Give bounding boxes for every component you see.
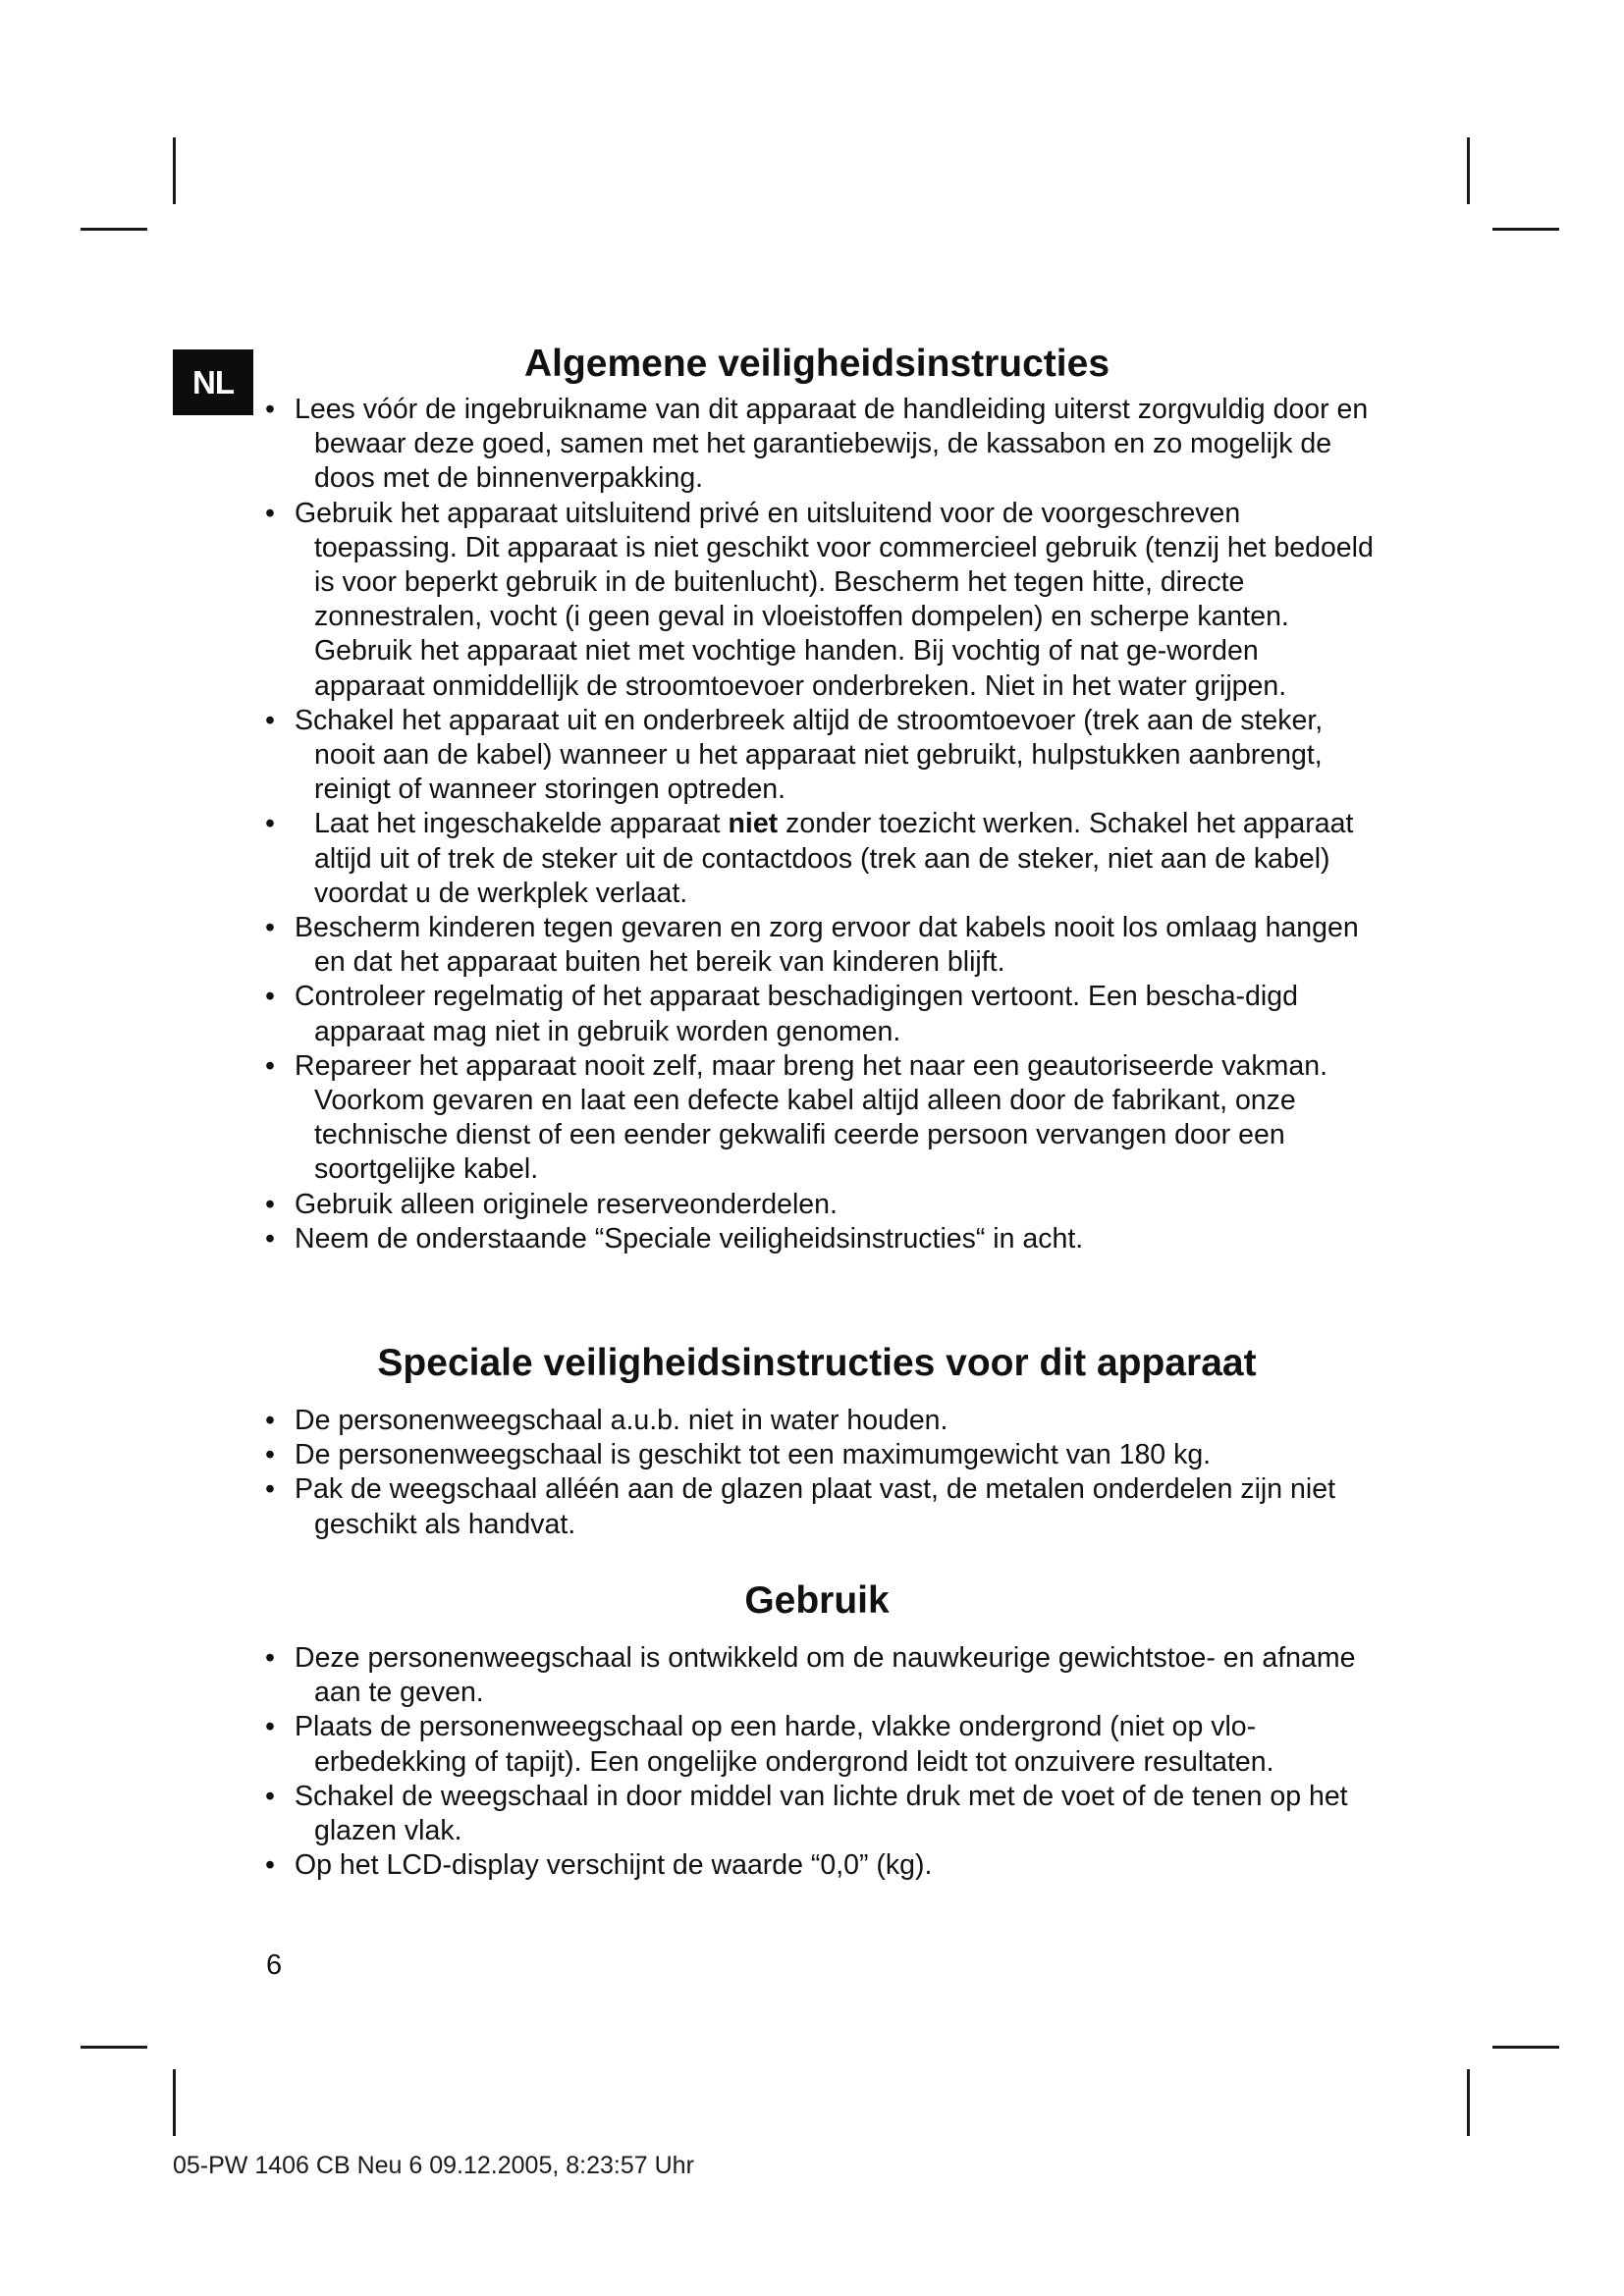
- bullet-icon: •: [265, 497, 275, 529]
- bullet-icon: •: [265, 1222, 275, 1255]
- bullet-icon: •: [265, 912, 275, 944]
- crop-mark-top-right-horizontal: [1492, 228, 1559, 231]
- list-item: • Neem de onderstaande “Speciale veiligheidsinstructies“ in acht.: [257, 1222, 1377, 1256]
- section-heading: Algemene veiligheidsinstructies: [523, 343, 1110, 385]
- list-item: • Repareer het apparaat nooit zelf, maar breng het naar een geautoriseerde vakman. Voorkom gevaren en laat een defecte kabel altijd alleen door de fabrikant, onze technische dienst of een eender gekwalifi ceerde persoon vervangen door een soortgelijke kabel.: [265, 1049, 1327, 1186]
- crop-mark-bottom-right-horizontal: [1492, 2046, 1559, 2049]
- list-item: • Laat het ingeschakelde apparaat niet zonder toezicht werken. Schakel het apparaat altijd uit of trek de steker uit de contactdoos (trek aan de steker, niet aan de kabel) voordat u de werkplek verlaat.: [265, 808, 1354, 909]
- bullet-icon: •: [265, 1439, 275, 1471]
- safety-list: [257, 393, 1377, 1256]
- crop-mark-top-right-vertical: [1467, 137, 1470, 204]
- list-item: • Pak de weegschaal alléén aan de glazen plaat vast, de metalen onderdelen zijn niet geschikt als handvat.: [265, 1473, 1335, 1540]
- list-item: • Bescherm kinderen tegen gevaren en zorg ervoor dat kabels nooit los omlaag hangen en dat het apparaat buiten het bereik van kinderen blijft.: [265, 912, 1359, 979]
- bullet-icon: •: [265, 1642, 275, 1674]
- bullet-icon: •: [265, 808, 275, 840]
- bullet-icon: •: [265, 1473, 275, 1506]
- bullet-icon: •: [265, 1849, 275, 1882]
- usage-list: [257, 1641, 1377, 1883]
- list-item: • Plaats de personenweegschaal op een harde, vlakke ondergrond (niet op vlo-erbedekking of tapijt). Een ongelijke ondergrond leidt tot onzuivere resultaten.: [265, 1711, 1274, 1778]
- footer-slug: 05-PW 1406 CB Neu 6 09.12.2005, 8:23:57 Uhr: [173, 2152, 694, 2179]
- list-item: • Lees vóór de ingebruikname van dit apparaat de handleiding uiterst zorgvuldig door en bewaar deze goed, samen met het garantiebewijs, de kassabon en zo mogelijk de doos met de binnenverpakking.: [265, 394, 1369, 495]
- list-item: • Schakel het apparaat uit en onderbreek altijd de stroomtoevoer (trek aan de steker, nooit aan de kabel) wanneer u het apparaat niet gebruikt, hulpstukken aanbrengt, reinigt of wanneer storingen optreden.: [265, 704, 1324, 806]
- list-item: • De personenweegschaal is geschikt tot een maximumgewicht van 180 kg.: [257, 1438, 1377, 1472]
- section-heading: Speciale veiligheidsinstructies voor dit apparaat: [377, 1342, 1257, 1384]
- crop-mark-top-left-horizontal: [81, 228, 147, 231]
- crop-mark-bottom-left-horizontal: [81, 2046, 147, 2049]
- bullet-icon: •: [265, 704, 275, 736]
- section-special-safety: [257, 1341, 1377, 1542]
- bullet-icon: •: [265, 1049, 275, 1082]
- language-tab: NL: [173, 349, 253, 415]
- bullet-icon: •: [265, 394, 275, 425]
- bullet-icon: •: [265, 1188, 275, 1220]
- list-item: • Gebruik het apparaat uitsluitend privé en uitsluitend voor de voorgeschreven toepassing. Dit apparaat is niet geschikt voor commercieel gebruik (tenzij het bedoeld is voor beperkt gebruik in de buitenlucht). Bescherm het tegen hitte, directe zonnestralen, vocht (i geen geval in vloeistoffen dompelen) en scherpe kanten. Gebruik het apparaat niet met vochtige handen. Bij vochtig of nat ge-worden apparaat onmiddellijk de stroomtoevoer onderbreken. Niet in het water grijpen.: [265, 497, 1374, 702]
- emphasis-bold: niet: [728, 808, 779, 840]
- bullet-icon: •: [265, 1711, 275, 1743]
- bullet-icon: •: [265, 1405, 275, 1436]
- list-item: • Controleer regelmatig of het apparaat beschadigingen vertoont. Een bescha-digd apparaat mag niet in gebruik worden genomen.: [265, 981, 1298, 1047]
- list-item: • Op het LCD-display verschijnt de waarde “0,0” (kg).: [257, 1848, 1377, 1883]
- list-item: • Gebruik alleen originele reserveonderdelen.: [257, 1188, 1377, 1222]
- special-safety-list: [257, 1404, 1377, 1542]
- bullet-icon: •: [265, 1780, 275, 1812]
- list-item: • Schakel de weegschaal in door middel van lichte druk met de voet of de tenen op het glazen vlak.: [265, 1780, 1348, 1847]
- section-general-safety: [257, 342, 1377, 1256]
- page-number: 6: [266, 1949, 283, 1981]
- list-item: • Deze personenweegschaal is ontwikkeld om de nauwkeurige gewichtstoe- en afname aan te geven.: [265, 1642, 1356, 1709]
- crop-mark-top-left-vertical: [173, 137, 176, 204]
- list-item: • De personenweegschaal a.u.b. niet in water houden.: [257, 1404, 1377, 1438]
- section-heading: Gebruik: [744, 1579, 890, 1622]
- crop-mark-bottom-left-vertical: [173, 2069, 176, 2136]
- bullet-icon: •: [265, 981, 275, 1013]
- crop-mark-bottom-right-vertical: [1467, 2069, 1470, 2136]
- section-usage: [257, 1578, 1377, 1883]
